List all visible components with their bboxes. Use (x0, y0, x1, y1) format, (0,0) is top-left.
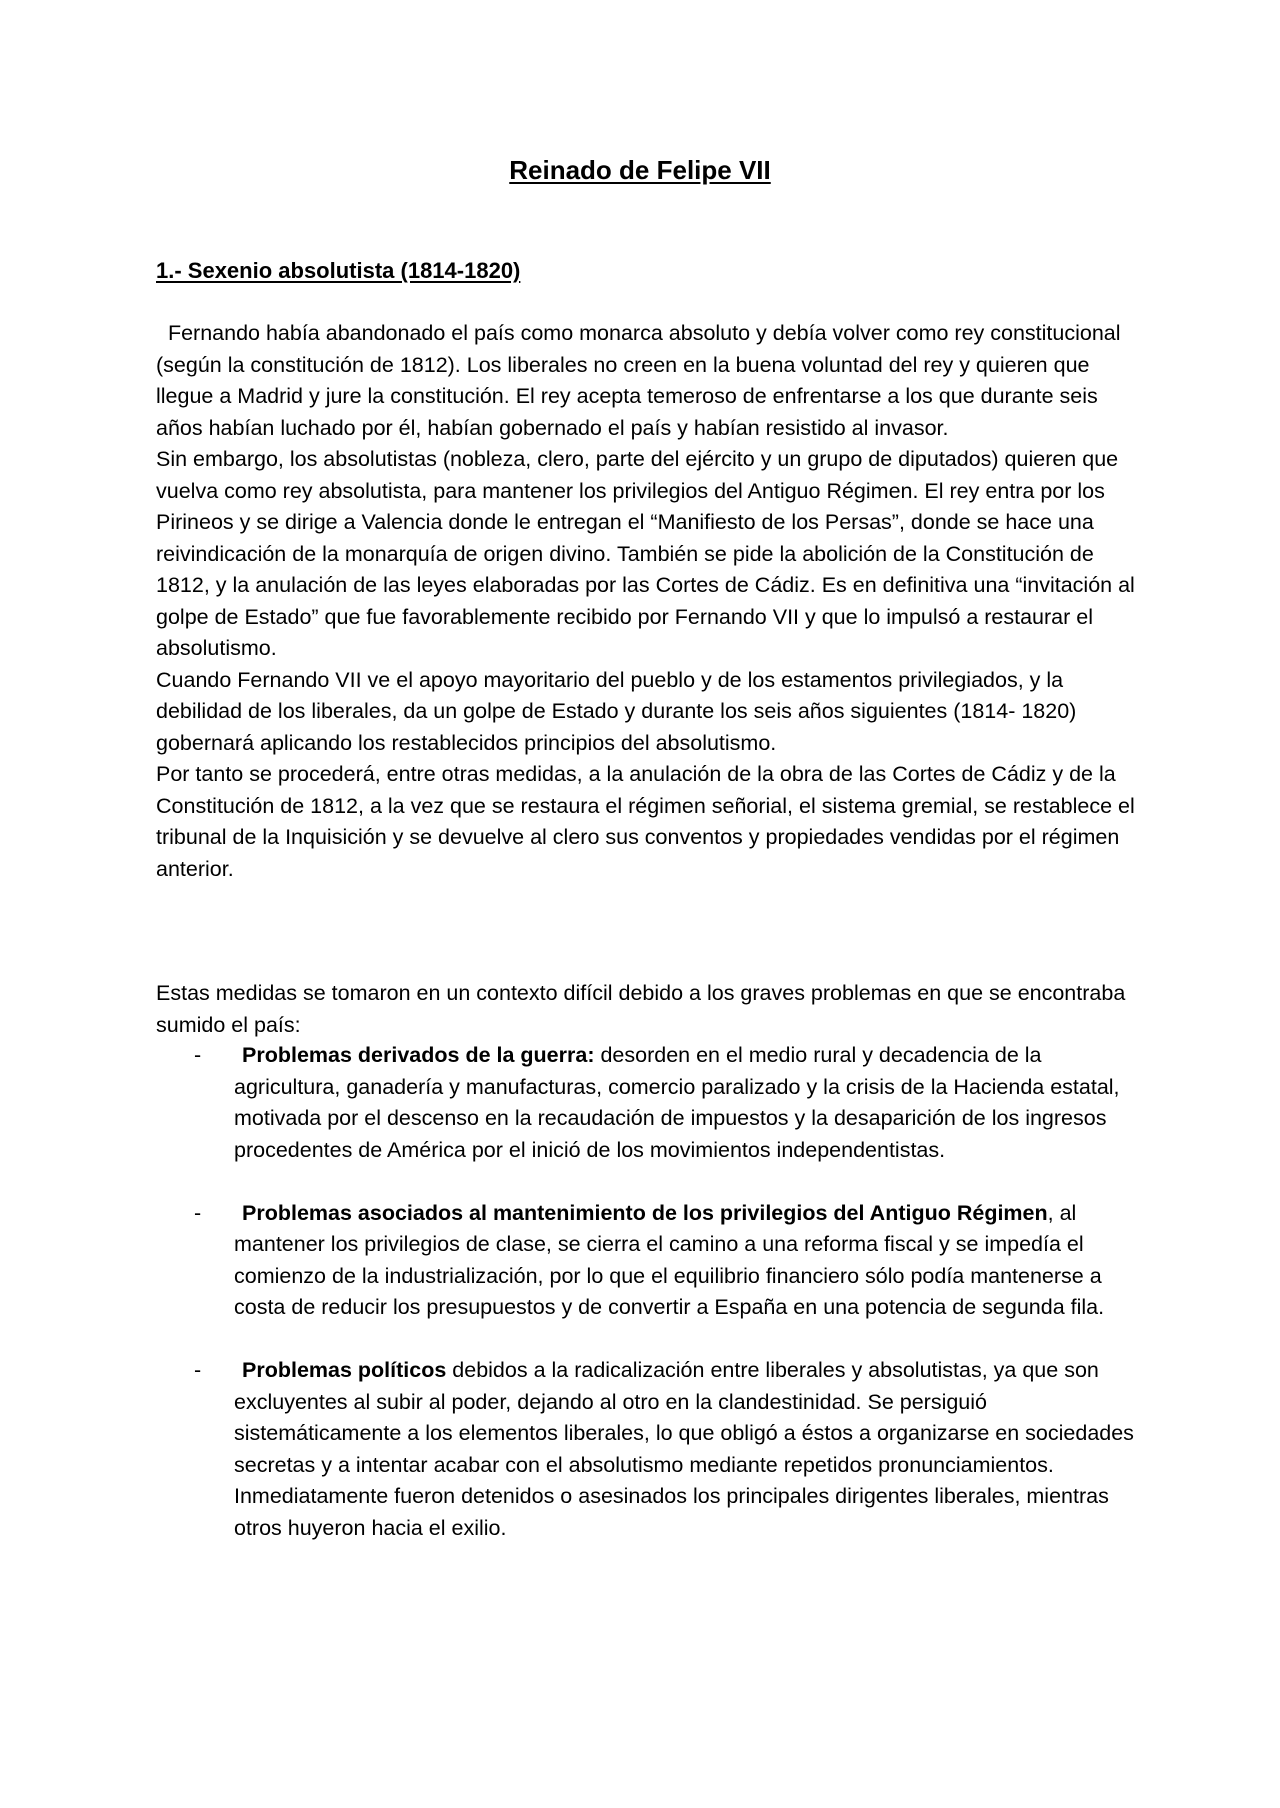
problems-intro: Estas medidas se tomaron en un contexto difícil debido a los graves problemas en que se encontraba sumido el país: (156, 981, 1126, 1037)
list-bullet: - (194, 1358, 202, 1382)
section-heading: 1.- Sexenio absolutista (1814-1820) (156, 258, 521, 283)
paragraph: Por tanto se procederá, entre otras medidas, a la anulación de la obra de las Cortes de Cádiz y de la Constitución de 1812, a la vez que se restaura el régimen señorial, el sistema gremial, se restablece el tribunal de la Inquisición y se devuelve al clero sus conventos y propiedades vendidas por el régimen anterior. (156, 762, 1135, 881)
list-bullet: - (194, 1043, 202, 1067)
list-item (156, 1355, 1146, 1544)
section-body (156, 318, 1136, 885)
problem-label: Problemas políticos (242, 1358, 447, 1382)
problem-label: Problemas asociados al mantenimiento de los privilegios del Antiguo Régimen (242, 1200, 1048, 1225)
list-bullet: - (194, 1200, 202, 1225)
list-item (156, 1198, 1146, 1324)
paragraph: Fernando había abandonado el país como monarca absoluto y debía volver como rey constitucional (según la constitución de 1812). Los liberales no creen en la buena voluntad del rey y quieren que llegue a Madrid y jure la constitución. El rey acepta temeroso de enfrentarse a los que durante seis años habían luchado por él, habían gobernado el país y habían resistido al invasor. (156, 321, 1127, 440)
list-item (156, 1040, 1146, 1166)
problem-label: Problemas derivados de la guerra: (242, 1043, 595, 1067)
document-title: Reinado de Felipe VII (509, 155, 771, 185)
problem-text: debidos a la radicalización entre liberales y absolutistas, ya que son excluyentes al subir al poder, dejando al otro en la clandestinidad. Se persiguió sistemáticamente a los elementos liberales, lo que obligó a éstos a organizarse en sociedades secretas y a intentar acabar con el absolutismo mediante repetidos pronunciamientos. Inmediatamente fueron detenidos o asesinados los principales dirigentes liberales, mientras otros huyeron hacia el exilio. (234, 1358, 1134, 1540)
paragraph: Sin embargo, los absolutistas (nobleza, clero, parte del ejército y un grupo de diputados) quieren que vuelva como rey absolutista, para mantener los privilegios del Antiguo Régimen. El rey entra por los Pirineos y se dirige a Valencia donde le entregan el “Manifiesto de los Persas”, donde se hace una reivindicación de la monarquía de origen divino. También se pide la abolición de la Constitución de 1812, y la anulación de las leyes elaboradas por las Cortes de Cádiz. Es en definitiva una “invitación al golpe de Estado” que fue favorablemente recibido por Fernando VII y que lo impulsó a restaurar el absolutismo. (156, 447, 1135, 660)
paragraph: Cuando Fernando VII ve el apoyo mayoritario del pueblo y de los estamentos privilegiados, y la debilidad de los liberales, da un golpe de Estado y durante los seis años siguientes (1814- 1820) gobernará aplicando los restablecidos principios del absolutismo. (156, 667, 1077, 755)
problem-text: , al mantener los privilegios de clase, se cierra el camino a una reforma fiscal y se impedía el comienzo de la industrialización, por lo que el equilibrio financiero sólo podía mantenerse a costa de reducir los presupuestos y de convertir a España en una potencia de segunda fila. (234, 1200, 1105, 1319)
problems-list (156, 1040, 1146, 1576)
problem-text: desorden en el medio rural y decadencia de la agricultura, ganadería y manufacturas, comercio paralizado y la crisis de la Hacienda estatal, motivada por el descenso en la recaudación de impuestos y la desaparición de los ingresos procedentes de América por el inició de los movimientos independentistas. (234, 1043, 1120, 1162)
